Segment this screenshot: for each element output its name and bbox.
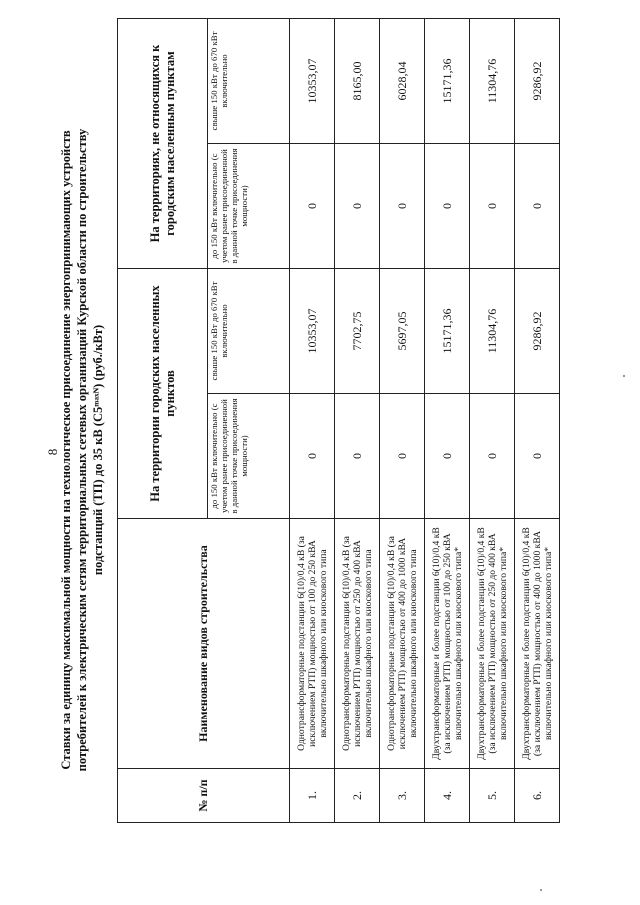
nonurban-150-670-value: 15171,36 bbox=[425, 19, 470, 144]
header-nonurban-150-670: свыше 150 кВт до 670 кВт включительно bbox=[208, 19, 290, 144]
nonurban-150-670-value: 10353,07 bbox=[290, 19, 335, 144]
urban-150-670-value: 11304,76 bbox=[470, 269, 515, 394]
row-number: 3. bbox=[380, 769, 425, 823]
row-name: Однотрансформаторные подстанции 6(10)/0,4 кВ (за исключением РТП) мощностью от 400 до 1000 кВА включительно шкафного или киоскового типа bbox=[380, 519, 425, 769]
nonurban-150-670-value: 6028,04 bbox=[380, 19, 425, 144]
nonurban-upto150-value: 0 bbox=[380, 144, 425, 269]
header-urban-upto150: до 150 кВт включительно (с учетом ранее присоединенной в данной точке присоединения мощности) bbox=[208, 394, 290, 519]
title-line-1: Ставки за единицу максимальной мощности на технологическое присоединение энергопринимающих устройств bbox=[59, 130, 73, 770]
table-row bbox=[380, 19, 425, 823]
header-group-nonurban: На территориях, не относящихся к городским населенным пунктам bbox=[118, 19, 208, 269]
urban-upto150-value: 0 bbox=[335, 394, 380, 519]
urban-150-670-value: 10353,07 bbox=[290, 269, 335, 394]
row-number: 4. bbox=[425, 769, 470, 823]
header-name: Наименование видов строительства bbox=[118, 519, 290, 769]
nonurban-upto150-value: 0 bbox=[425, 144, 470, 269]
table-row bbox=[335, 19, 380, 823]
scan-speck bbox=[623, 375, 625, 377]
row-number: 6. bbox=[515, 769, 560, 823]
row-name: Однотрансформаторные подстанции 6(10)/0,4 кВ (за исключением РТП) мощностью от 250 до 400 кВА включительно шкафного или киоскового типа bbox=[335, 519, 380, 769]
table-row bbox=[515, 19, 560, 823]
header-row-groups bbox=[118, 19, 208, 823]
nonurban-upto150-value: 0 bbox=[515, 144, 560, 269]
nonurban-150-670-value: 9286,92 bbox=[515, 19, 560, 144]
urban-150-670-value: 9286,92 bbox=[515, 269, 560, 394]
row-number: 2. bbox=[335, 769, 380, 823]
nonurban-150-670-value: 8165,00 bbox=[335, 19, 380, 144]
nonurban-upto150-value: 0 bbox=[335, 144, 380, 269]
header-urban-150-670: свыше 150 кВт до 670 кВт включительно bbox=[208, 269, 290, 394]
header-nonurban-upto150: до 150 кВт включительно (с учетом ранее присоединенной в данной точке присоединения мощности) bbox=[208, 144, 290, 269]
page-number: 8 bbox=[45, 448, 60, 456]
table-row bbox=[470, 19, 515, 823]
title-line-3: подстанций (ТП) до 35 кВ (С5ᵐᵃˣᴺ) (руб./кВт) bbox=[91, 324, 105, 576]
nonurban-upto150-value: 0 bbox=[290, 144, 335, 269]
title-line-2: потребителей к электрическим сетям территориальных сетевых организаций Курской области по строительству bbox=[75, 128, 89, 772]
row-number: 5. bbox=[470, 769, 515, 823]
row-number: 1. bbox=[290, 769, 335, 823]
scan-speck bbox=[540, 889, 542, 891]
urban-upto150-value: 0 bbox=[515, 394, 560, 519]
urban-upto150-value: 0 bbox=[290, 394, 335, 519]
row-name: Двухтрансформаторные и более подстанции 6(10)/0,4 кВ (за исключением РТП) мощностью от 400 до 1000 кВА включительно шкафного или киоскового типа* bbox=[515, 519, 560, 769]
nonurban-150-670-value: 11304,76 bbox=[470, 19, 515, 144]
rates-table bbox=[117, 18, 560, 823]
nonurban-upto150-value: 0 bbox=[470, 144, 515, 269]
row-name: Двухтрансформаторные и более подстанции 6(10)/0,4 кВ (за исключением РТП) мощностью от 100 до 250 кВА включительно шкафного или киоскового типа* bbox=[425, 519, 470, 769]
header-group-urban: На территории городских населенных пунктов bbox=[118, 269, 208, 519]
urban-upto150-value: 0 bbox=[425, 394, 470, 519]
header-num: № п/п bbox=[118, 769, 290, 823]
table-row bbox=[425, 19, 470, 823]
table-row bbox=[290, 19, 335, 823]
urban-150-670-value: 15171,36 bbox=[425, 269, 470, 394]
document-title bbox=[58, 70, 106, 830]
urban-upto150-value: 0 bbox=[380, 394, 425, 519]
urban-150-670-value: 5697,05 bbox=[380, 269, 425, 394]
row-name: Однотрансформаторные подстанции 6(10)/0,4 кВ (за исключением РТП) мощностью от 100 до 250 кВА включительно шкафного или киоскового типа bbox=[290, 519, 335, 769]
urban-150-670-value: 7702,75 bbox=[335, 269, 380, 394]
row-name: Двухтрансформаторные и более подстанции 6(10)/0,4 кВ (за исключением РТП) мощностью от 250 до 400 кВА включительно шкафного или киоскового типа* bbox=[470, 519, 515, 769]
urban-upto150-value: 0 bbox=[470, 394, 515, 519]
